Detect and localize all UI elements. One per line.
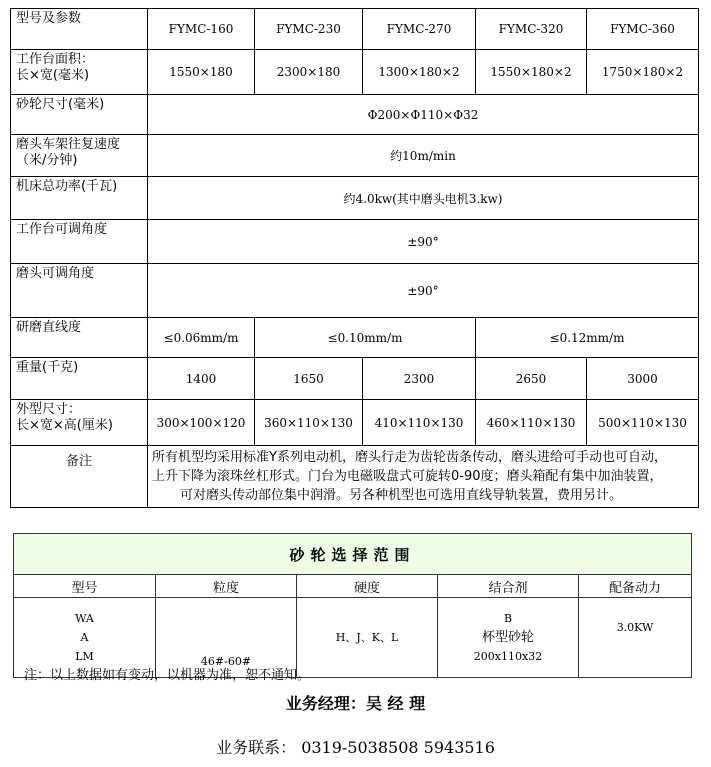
remarks-text xyxy=(148,446,699,508)
wheel-header-cell: 型号 xyxy=(14,575,156,598)
contact-label: 业务联系： xyxy=(216,738,297,757)
model-name: FYMC-230 xyxy=(255,9,363,50)
straightness-value: ≤0.10mm/m xyxy=(255,318,476,358)
remarks-row xyxy=(11,446,699,508)
table-angle-value: ±90° xyxy=(148,220,699,264)
remarks-label: 备注 xyxy=(11,446,148,508)
weight-value: 1650 xyxy=(255,358,363,400)
speed-value: 约10m/min xyxy=(148,135,699,177)
wheel-header-cell: 配备动力 xyxy=(579,575,692,598)
model-name: FYMC-160 xyxy=(148,9,255,50)
model-name: FYMC-270 xyxy=(363,9,476,50)
wheel-bond: 200x110x32 xyxy=(473,650,543,663)
wheel-header-cell: 结合剂 xyxy=(438,575,579,598)
dimensions-value: 500×110×130 xyxy=(587,400,699,446)
remarks-line: 所有机型均采用标准Y系列电动机，磨头行走为齿轮齿条传动，磨头进给可手动也可自动， xyxy=(152,450,667,465)
weight-value: 2300 xyxy=(363,358,476,400)
remarks-line: 上升下降为滚珠丝杠形式。门台为电磁吸盘式可旋转0-90度；磨头箱配有集中加油装置， xyxy=(152,469,663,484)
power-value: 约4.0kw(其中磨头电机3.kw) xyxy=(148,177,699,220)
table-area-value: 1550×180×2 xyxy=(476,50,587,95)
contact-line xyxy=(0,735,711,758)
weight-value: 1400 xyxy=(148,358,255,400)
dimensions-row xyxy=(11,400,699,446)
head-angle-row xyxy=(11,264,699,318)
model-header-row xyxy=(11,9,699,50)
model-name: FYMC-320 xyxy=(476,9,587,50)
model-name: FYMC-360 xyxy=(587,9,699,50)
straightness-row xyxy=(11,318,699,358)
contact-phones: 0319-5038508 5943516 xyxy=(301,738,495,757)
wheel-power: 3.0KW xyxy=(579,598,692,678)
wheel-size-value: Φ200×Φ110×Φ32 xyxy=(148,95,699,135)
wheel-bond-cell xyxy=(438,598,579,678)
wheel-grit: 46#-60# xyxy=(156,598,297,678)
straightness-value: ≤0.06mm/m xyxy=(148,318,255,358)
wheel-header-cell: 硬度 xyxy=(297,575,438,598)
wheel-model: WA xyxy=(75,612,94,625)
spec-table xyxy=(10,8,699,508)
wheel-bond: B xyxy=(503,612,513,625)
dimensions-label: 外型尺寸： 长×宽×高(厘米) xyxy=(11,400,148,446)
table-area-label: 工作台面积： 长×宽(毫米) xyxy=(11,50,148,95)
wheel-model: LM xyxy=(75,650,94,663)
table-area-value: 1300×180×2 xyxy=(363,50,476,95)
head-angle-label: 磨头可调角度 xyxy=(11,264,148,318)
head-angle-value: ±90° xyxy=(148,264,699,318)
notice-text: 注：以上数据如有变动，以机器为准，恕不通知。 xyxy=(24,668,311,683)
table-area-value: 2300×180 xyxy=(255,50,363,95)
dimensions-value: 460×110×130 xyxy=(476,400,587,446)
wheel-header-cell: 粒度 xyxy=(156,575,297,598)
table-area-row xyxy=(11,50,699,95)
wheel-model: A xyxy=(80,631,89,644)
wheel-bond: 杯型砂轮 xyxy=(481,630,534,645)
straightness-label: 研磨直线度 xyxy=(11,318,148,358)
weight-row xyxy=(11,358,699,400)
speed-label: 磨头车架往复速度 （米/分钟) xyxy=(11,135,148,177)
wheel-size-label: 砂轮尺寸(毫米) xyxy=(11,95,148,135)
power-label: 机床总功率(千瓦) xyxy=(11,177,148,220)
remarks-line: 可对磨头传动部位集中润滑。另各种机型也可选用直线导轨装置，费用另计。 xyxy=(180,488,623,503)
weight-value: 3000 xyxy=(587,358,699,400)
wheel-selection-table xyxy=(13,533,692,678)
power-row xyxy=(11,177,699,220)
table-angle-label: 工作台可调角度 xyxy=(11,220,148,264)
table-area-value: 1550×180 xyxy=(148,50,255,95)
sales-manager: 业务经理：吴 经 理 xyxy=(285,694,426,713)
dimensions-value: 360×110×130 xyxy=(255,400,363,446)
dimensions-value: 300×100×120 xyxy=(148,400,255,446)
dimensions-value: 410×110×130 xyxy=(363,400,476,446)
wheel-selection-title: 砂轮选择范围 xyxy=(14,534,692,575)
straightness-value: ≤0.12mm/m xyxy=(476,318,699,358)
wheel-size-row xyxy=(11,95,699,135)
table-angle-row xyxy=(11,220,699,264)
weight-label: 重量(千克) xyxy=(11,358,148,400)
speed-row xyxy=(11,135,699,177)
model-header-label: 型号及参数 xyxy=(11,9,148,50)
weight-value: 2650 xyxy=(476,358,587,400)
table-area-value: 1750×180×2 xyxy=(587,50,699,95)
wheel-header-row xyxy=(14,575,692,598)
wheel-title-row xyxy=(14,534,692,575)
wheel-hardness: H、J、K、L xyxy=(297,598,438,678)
